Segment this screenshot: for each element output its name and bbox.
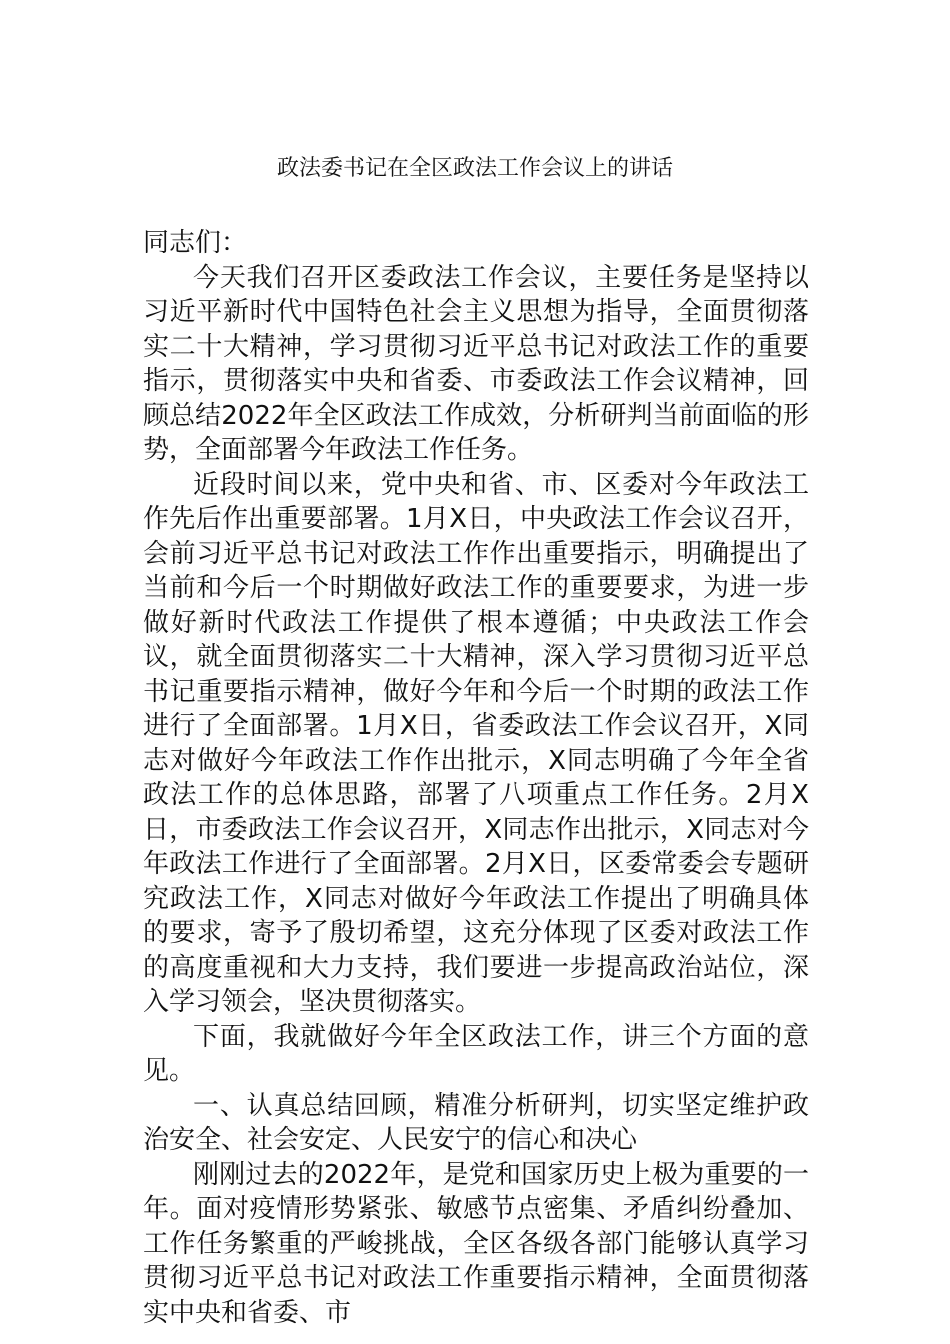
section-heading-1: 一、认真总结回顾，精准分析研判，切实坚定维护政治安全、社会安定、人民安宁的信心和决心	[143, 1090, 809, 1155]
paragraph-intro: 今天我们召开区委政法工作会议，主要任务是坚持以习近平新时代中国特色社会主义思想为指导，全面贯彻落实二十大精神，学习贯彻习近平总书记对政法工作的重要指示，贯彻落实中央和省委、市委政法工作会议精神，回顾总结2022年全区政法工作成效，分析研判当前面临的形势，全面部署今年政法工作任务。	[143, 262, 809, 465]
paragraph-review: 刚刚过去的2022年，是党和国家历史上极为重要的一年。面对疫情形势紧张、敏感节点密集、矛盾纠纷叠加、工作任务繁重的严峻挑战，全区各级各部门能够认真学习贯彻习近平总书记对政法工作重要指示精神，全面贯彻落实中央和省委、市	[143, 1159, 809, 1328]
paragraph-background: 近段时间以来，党中央和省、市、区委对今年政法工作先后作出重要部署。1月X日，中央政法工作会议召开，会前习近平总书记对政法工作作出重要指示，明确提出了当前和今后一个时期做好政法工作的重要要求，为进一步做好新时代政法工作提供了根本遵循；中央政法工作会议，就全面贯彻落实二十大精神，深入学习贯彻习近平总书记重要指示精神，做好今年和今后一个时期的政法工作进行了全面部署。1月X日，省委政法工作会议召开，X同志对做好今年政法工作作出批示，X同志明确了今年全省政法工作的总体思路，部署了八项重点工作任务。2月X日，市委政法工作会议召开，X同志作出批示，X同志对今年政法工作进行了全面部署。2月X日，区委常委会专题研究政法工作，X同志对做好今年政法工作提出了明确具体的要求，寄予了殷切希望，这充分体现了区委对政法工作的高度重视和大力支持，我们要进一步提高政治站位，深入学习领会，坚决贯彻落实。	[143, 469, 809, 1017]
document-body	[143, 226, 809, 1330]
document-title: 政法委书记在全区政法工作会议上的讲话	[276, 156, 673, 181]
paragraph-outline: 下面，我就做好今年全区政法工作，讲三个方面的意见。	[143, 1021, 809, 1086]
salutation: 同志们：	[143, 228, 248, 258]
